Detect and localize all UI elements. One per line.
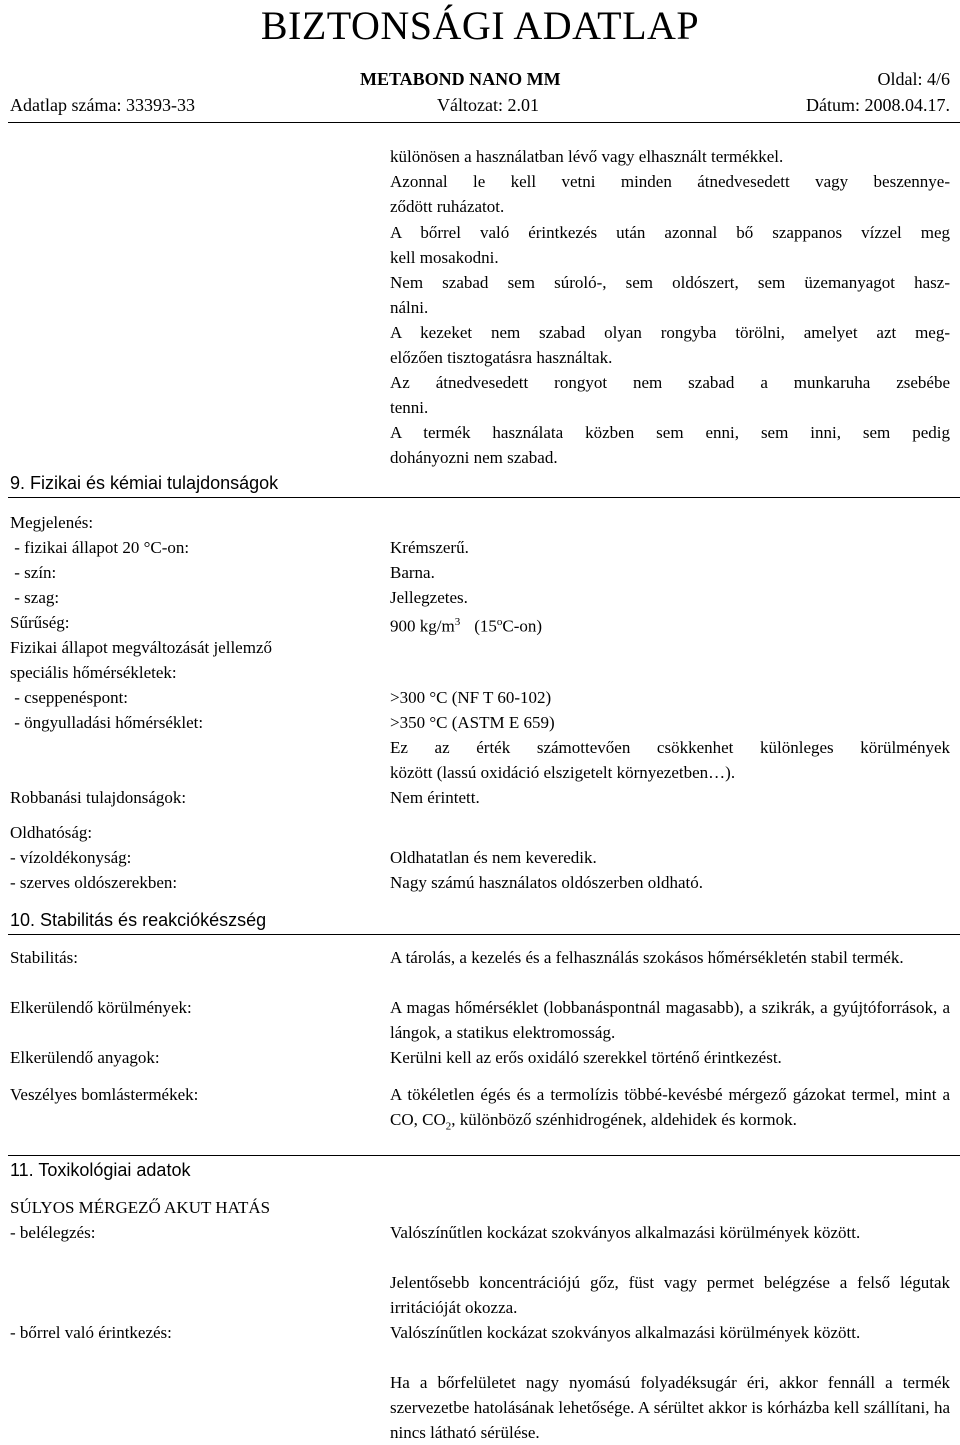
section-rule [8,934,960,935]
text-line: tenni. [390,398,429,417]
text-line: A termék használata közben sem enni, sem inni, sem pedig [390,423,950,442]
temps-label-1: Fizikai állapot megváltozását jellemző [10,638,272,657]
document-title: BIZTONSÁGI ADATLAP [260,3,700,48]
dropping-point-label: - cseppenéspont: [10,688,129,707]
physical-state-label: - fizikai állapot 20 °C-on: [10,538,190,557]
product-name: METABOND NANO MM [360,69,561,89]
section-10-title: 10. Stabilitás és reakciókészség [10,910,267,930]
text-line: Nem szabad sem súroló-, sem oldószert, sem üzemanyagot hasz- [390,273,950,292]
density-label: Sűrűség: [10,613,70,632]
solubility-label: Oldhatóság: [10,823,93,842]
text-line: nálni. [390,298,429,317]
skin-contact-value-1: Valószínűtlen kockázat szokványos alkalmazási körülmények között. [390,1323,861,1342]
skin-contact-value-2: Ha a bőrfelületet nagy nyomású folyadéksugár éri, akkor fennáll a termék szervezetbe hatolásának lehetősége. A sérültet akkor is kórházba kell szállítani, ha nincs látható sérülése. [390,1373,950,1442]
inhalation-value-2: Jelentősebb koncentrációjú gőz, füst vagy permet belégzése a felső légutak irritációját okozza. [390,1273,950,1317]
appearance-label: Megjelenés: [10,513,94,532]
text-line: A kezeket nem szabad olyan rongyba törölni, amelyet azt meg- [390,323,950,342]
odor-label: - szag: [10,588,60,607]
density-degree: o [496,616,503,628]
color-label: - szín: [10,563,57,582]
section-rule [8,1155,960,1156]
density-value [390,610,542,639]
materials-value: Kerülni kell az erős oxidáló szerekkel történő érintkezést. [390,1048,782,1067]
conditions-value: A magas hőmérséklet (lobbanáspontnál magasabb), a szikrák, a gyújtóforrások, a lángok, a statikus elektromosság. [390,998,950,1042]
text-line: A bőrrel való érintkezés után azonnal bő szappanos vízzel meg [390,223,950,242]
density-exponent: 3 [454,616,461,628]
density-temp-close: C-on) [502,616,543,636]
stability-value: A tárolás, a kezelés és a felhasználás szokásos hőmérsékletén stabil termék. [390,948,904,967]
stability-label: Stabilitás: [10,948,78,967]
text-line: különösen a használatban lévő vagy elhasznált termékkel. [390,147,784,166]
text-line: kell mosakodni. [390,248,499,267]
decomposition-text-a: A tökéletlen égés és a termolízis többé-kevésbé mérgező gázokat termel, mint a CO, CO [390,1085,950,1129]
text-line: Azonnal le kell vetni minden átnedvesedett vagy beszennye- [390,172,950,191]
section-rule [8,497,960,498]
autoignition-value: >350 °C (ASTM E 659) [390,713,555,732]
color-value: Barna. [390,563,435,582]
text-line: dohányozni nem szabad. [390,448,558,467]
density-number: 900 kg/m [390,616,455,636]
autoignition-note-2: között (lassú oxidáció elszigetelt környezetben…). [390,763,736,782]
skin-contact-label: - bőrrel való érintkezés: [10,1323,172,1342]
odor-value: Jellegzetes. [390,588,468,607]
decomposition-subscript: 2 [445,1120,452,1133]
inhalation-value-1: Valószínűtlen kockázat szokványos alkalmazási körülmények között. [390,1223,861,1242]
date: Dátum: 2008.04.17. [806,95,950,115]
page-number: Oldal: 4/6 [877,69,950,89]
conditions-label: Elkerülendő körülmények: [10,998,192,1017]
acute-effects-heading: SÚLYOS MÉRGEZŐ AKUT HATÁS [10,1198,271,1217]
physical-state-value: Krémszerű. [390,538,469,557]
organic-solubility-label: - szerves oldószerekben: [10,873,178,892]
decomposition-label: Veszélyes bomlástermékek: [10,1085,199,1104]
decomposition-text-b: , különböző szénhidrogének, aldehidek és kormok. [451,1110,797,1129]
section-9-title: 9. Fizikai és kémiai tulajdonságok [10,473,279,493]
text-line: ződött ruházatot. [390,197,505,216]
dropping-point-value: >300 °C (NF T 60-102) [390,688,552,707]
temps-label-2: speciális hőmérsékletek: [10,663,177,682]
decomposition-value [390,1082,950,1139]
organic-solubility-value: Nagy számú használatos oldószerben oldható. [390,873,703,892]
explosive-label: Robbanási tulajdonságok: [10,788,187,807]
materials-label: Elkerülendő anyagok: [10,1048,160,1067]
version: Változat: 2.01 [437,95,539,115]
explosive-value: Nem érintett. [390,788,480,807]
sheet-number: Adatlap száma: 33393-33 [10,95,195,115]
autoignition-label: - öngyulladási hőmérséklet: [10,713,204,732]
text-line: Az átnedvesedett rongyot nem szabad a munkaruha zsebébe [390,373,950,392]
section-11-title: 11. Toxikológiai adatok [10,1160,191,1180]
inhalation-label: - belélegzés: [10,1223,96,1242]
header-rule [8,122,960,123]
text-line: előzően tisztogatásra használtak. [390,348,613,367]
density-temp-open: (15 [474,616,497,636]
water-solubility-value: Oldhatatlan és nem keveredik. [390,848,597,867]
autoignition-note-1: Ez az érték számottevően csökkenhet különleges körülmények [390,738,950,757]
water-solubility-label: - vízoldékonyság: [10,848,132,867]
